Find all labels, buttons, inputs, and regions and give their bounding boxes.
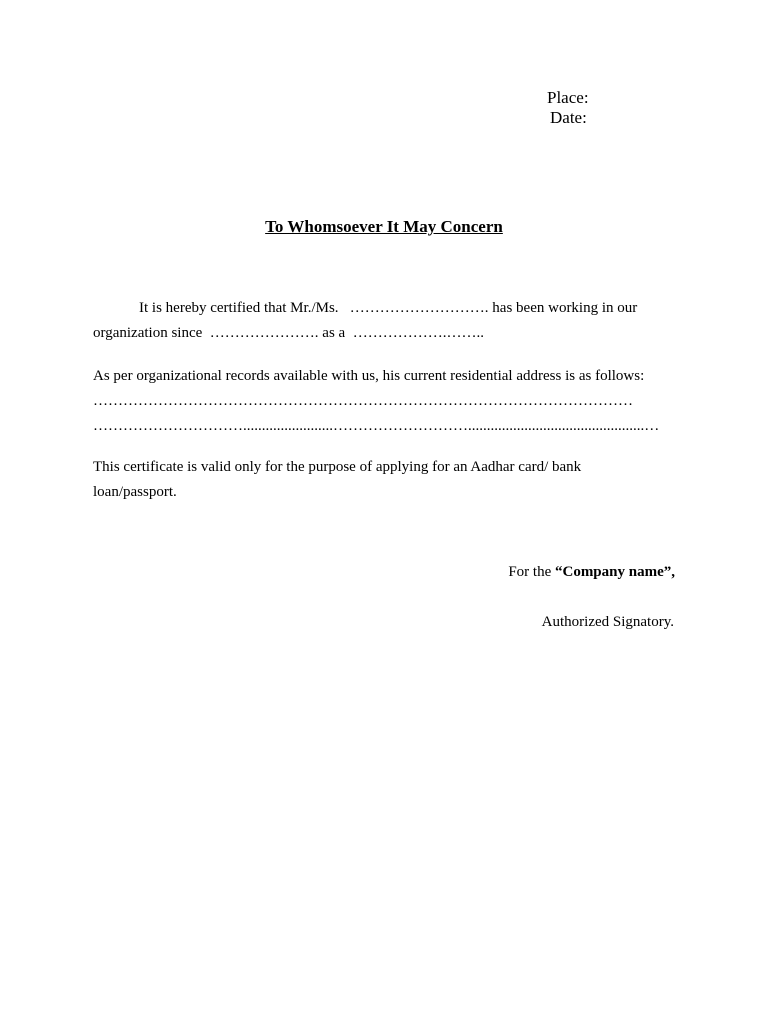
certification-line-1 [93,296,673,321]
validity-paragraph [93,455,673,505]
place-label: Place: [547,88,589,107]
address-paragraph [93,364,673,439]
designation-blank: ……………….…….. [352,325,484,341]
address-blank-line-1: ……………………………………………………………………………………………… [93,393,633,409]
certified-prefix: It is hereby certified that Mr./Ms. [139,300,339,316]
for-prefix: For the [508,564,552,580]
since-blank: …………………. as a [209,325,346,341]
company-name: “Company name”, [554,564,675,580]
name-blank: ………………………. has been working in our [349,300,638,316]
validity-line-2: loan/passport. [93,484,177,500]
authorized-signatory: Authorized Signatory. [541,614,674,630]
certification-paragraph [93,296,673,346]
for-company-line [508,560,675,585]
address-blank-line-2: …………………………........................………………………...............................................… [93,418,660,434]
validity-line-1: This certificate is valid only for the purpose of applying for an Aadhar card/ bank [93,459,582,475]
place-date-block [547,88,589,128]
document-title: To Whomsoever It May Concern [265,217,503,236]
date-label: Date: [550,108,587,127]
certification-line-2 [93,321,673,346]
address-intro: As per organizational records available with us, his current residential address is as follows: [93,368,645,384]
organization-since-prefix: organization since [93,325,203,341]
